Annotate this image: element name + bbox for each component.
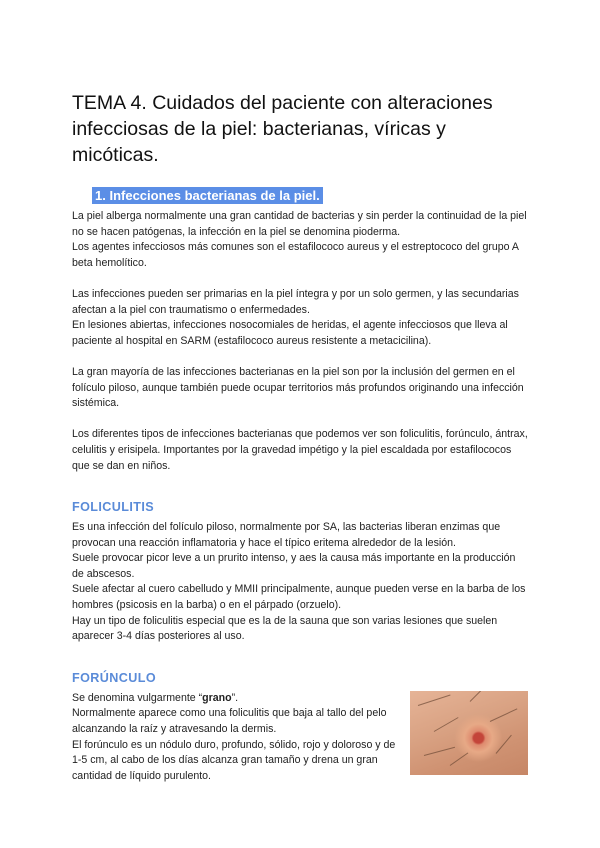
intro-text-before: Se denomina vulgarmente “ (72, 691, 203, 704)
forunculo-section (72, 671, 528, 785)
paragraph: En lesiones abiertas, infecciones nosocomiales de heridas, el agente infecciosos que lleva al paciente al hospital en SARM (estafilococo aureus resistente a metacicilina). (72, 319, 508, 347)
paragraph: Es una infección del folículo piloso, normalmente por SA, las bacterias liberan enzimas que provocan una reacción inflamatoria y hace el típico eritema alrededor de la lesión. (72, 521, 501, 549)
paragraph: Hay un tipo de foliculitis especial que es la de la sauna que son varias lesiones que suelen aparecer 3-4 días posteriores al uso. (72, 614, 498, 643)
subheading-foliculitis: FOLICULITIS (72, 500, 155, 515)
boil-skin-photo (410, 691, 528, 775)
paragraph: Suele afectar al cuero cabelludo y MMII principalmente, aunque pueden verse en la barba de los hombres (psicosis en la barba) o en el párpado (orzuelo). (72, 583, 526, 612)
paragraph: El forúnculo es un nódulo duro, profundo, sólido, rojo y doloroso y de 1-5 cm, al cabo de los días alcanza gran tamaño y drena un gran cantidad de líquido purulento. (72, 738, 396, 782)
document-page (72, 90, 528, 784)
section-heading-infecciones-bacterianas (92, 188, 528, 203)
intro-bold-word: grano (202, 691, 232, 704)
paragraph: Los diferentes tipos de infecciones bacterianas que podemos ver son foliculitis, forúnculo, ántrax, celulitis y erisipela. Importantes por la gravedad impétigo y la piel escaldada por estafilococos que se dan en niños. (72, 428, 528, 472)
page-title: TEMA 4. Cuidados del paciente con alteraciones infecciosas de la piel: bacterianas, víricas y micóticas. (72, 92, 493, 166)
subheading-forunculo: FORÚNCULO (72, 670, 157, 685)
section-heading-text: 1. Infecciones bacterianas de la piel. (92, 187, 323, 204)
paragraph: La gran mayoría de las infecciones bacterianas en la piel son por la inclusión del germen en el folículo piloso, aunque también puede ocupar territorios más profundos originando una infección sistémica. (72, 365, 524, 410)
paragraph: Suele provocar picor leve a un prurito intenso, y aes la causa más importante en la producción de abscesos. (72, 552, 516, 580)
paragraph: La piel alberga normalmente una gran cantidad de bacterias y sin perder la continuidad de la piel no se hacen patógenas, la infección en la piel se denomina pioderma. (72, 210, 527, 238)
intro-text-after: ”. (231, 691, 239, 704)
paragraph-intro (72, 691, 400, 707)
paragraph: Las infecciones pueden ser primarias en la piel íntegra y por un solo germen, y las secundarias afectan a la piel con traumatismo o enfermedades. (72, 287, 519, 316)
paragraph: Los agentes infecciosos más comunes son el estafilococo aureus y el estreptococo del grupo A beta hemolítico. (72, 241, 519, 269)
paragraph: Normalmente aparece como una foliculitis que baja al tallo del pelo alcanzando la raíz y atravesando la dermis. (72, 707, 387, 736)
